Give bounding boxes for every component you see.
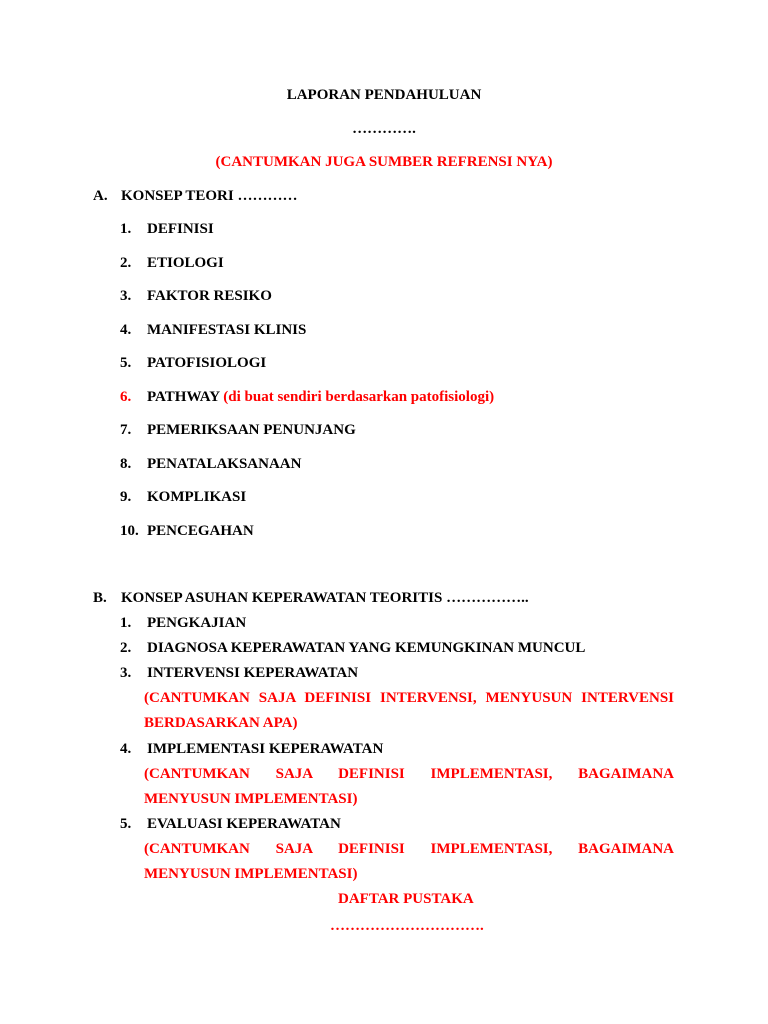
item-label: PENGKAJIAN xyxy=(147,615,247,631)
list-item xyxy=(120,615,246,632)
item-label: DIAGNOSA KEPERAWATAN YANG KEMUNGKINAN MUNCUL xyxy=(147,640,586,656)
item-number: 4. xyxy=(120,741,132,757)
item-label: FAKTOR RESIKO xyxy=(147,288,272,304)
item-label: PEMERIKSAAN PENUNJANG xyxy=(147,422,356,438)
item-number: 3. xyxy=(120,288,132,304)
item-label: EVALUASI KEPERAWATAN xyxy=(147,816,341,832)
intervention-note-line-2: BERDASARKAN APA) xyxy=(144,715,298,731)
item-label: IMPLEMENTASI KEPERAWATAN xyxy=(147,741,384,757)
list-item xyxy=(120,322,306,339)
item-label: PENATALAKSANAAN xyxy=(147,456,302,472)
item-number: 2. xyxy=(120,640,132,656)
list-item xyxy=(120,816,341,833)
title-placeholder-dots: …………. xyxy=(352,121,416,137)
list-item xyxy=(120,355,266,372)
reference-note: (CANTUMKAN JUGA SUMBER REFRENSI NYA) xyxy=(215,154,553,170)
list-item xyxy=(120,489,246,506)
item-label: PATHWAY xyxy=(147,389,220,405)
item-number: 5. xyxy=(120,355,132,371)
item-number: 1. xyxy=(120,221,132,237)
list-item xyxy=(120,389,494,406)
list-item xyxy=(120,665,358,682)
item-number: 9. xyxy=(120,489,132,505)
item-label: KOMPLIKASI xyxy=(147,489,247,505)
list-item xyxy=(120,255,224,272)
item-number: 3. xyxy=(120,665,132,681)
item-number: 8. xyxy=(120,456,132,472)
item-number: 6. xyxy=(120,389,132,405)
implementation-note-line-1: (CANTUMKAN SAJA DEFINISI IMPLEMENTASI, BAGAIMANA xyxy=(144,766,674,782)
section-letter: B. xyxy=(93,590,107,606)
list-item xyxy=(120,422,356,439)
section-dots: ………… xyxy=(237,188,298,204)
list-item xyxy=(120,741,383,758)
item-number: 7. xyxy=(120,422,132,438)
section-dots: …………….. xyxy=(446,590,529,606)
evaluation-note-line-2: MENYUSUN IMPLEMENTASI) xyxy=(144,866,358,882)
list-item xyxy=(120,640,585,657)
list-item xyxy=(120,456,301,473)
section-title: KONSEP TEORI xyxy=(121,188,234,204)
section-title: KONSEP ASUHAN KEPERAWATAN TEORITIS xyxy=(121,590,443,606)
bibliography-title: DAFTAR PUSTAKA xyxy=(338,891,474,907)
list-item xyxy=(120,221,214,238)
list-item xyxy=(120,288,272,305)
implementation-note-line-2: MENYUSUN IMPLEMENTASI) xyxy=(144,791,358,807)
section-b-heading xyxy=(93,590,529,607)
evaluation-note-line-1: (CANTUMKAN SAJA DEFINISI IMPLEMENTASI, BAGAIMANA xyxy=(144,841,674,857)
item-number: 10. xyxy=(120,523,139,539)
intervention-note-line-1: (CANTUMKAN SAJA DEFINISI INTERVENSI, MENYUSUN INTERVENSI xyxy=(144,690,674,706)
page-title: LAPORAN PENDAHULUAN xyxy=(286,87,482,103)
item-note: (di buat sendiri berdasarkan patofisiologi) xyxy=(223,389,495,405)
item-number: 5. xyxy=(120,816,132,832)
item-label: DEFINISI xyxy=(147,221,214,237)
item-label: MANIFESTASI KLINIS xyxy=(147,322,307,338)
bibliography-dots: …………………………. xyxy=(330,918,484,934)
item-label: PATOFISIOLOGI xyxy=(147,355,267,371)
item-number: 4. xyxy=(120,322,132,338)
section-letter: A. xyxy=(93,188,108,204)
section-a-heading xyxy=(93,188,297,205)
item-number: 1. xyxy=(120,615,132,631)
item-label: PENCEGAHAN xyxy=(147,523,254,539)
item-label: ETIOLOGI xyxy=(147,255,224,271)
item-label: INTERVENSI KEPERAWATAN xyxy=(147,665,359,681)
item-number: 2. xyxy=(120,255,132,271)
list-item xyxy=(120,523,254,540)
